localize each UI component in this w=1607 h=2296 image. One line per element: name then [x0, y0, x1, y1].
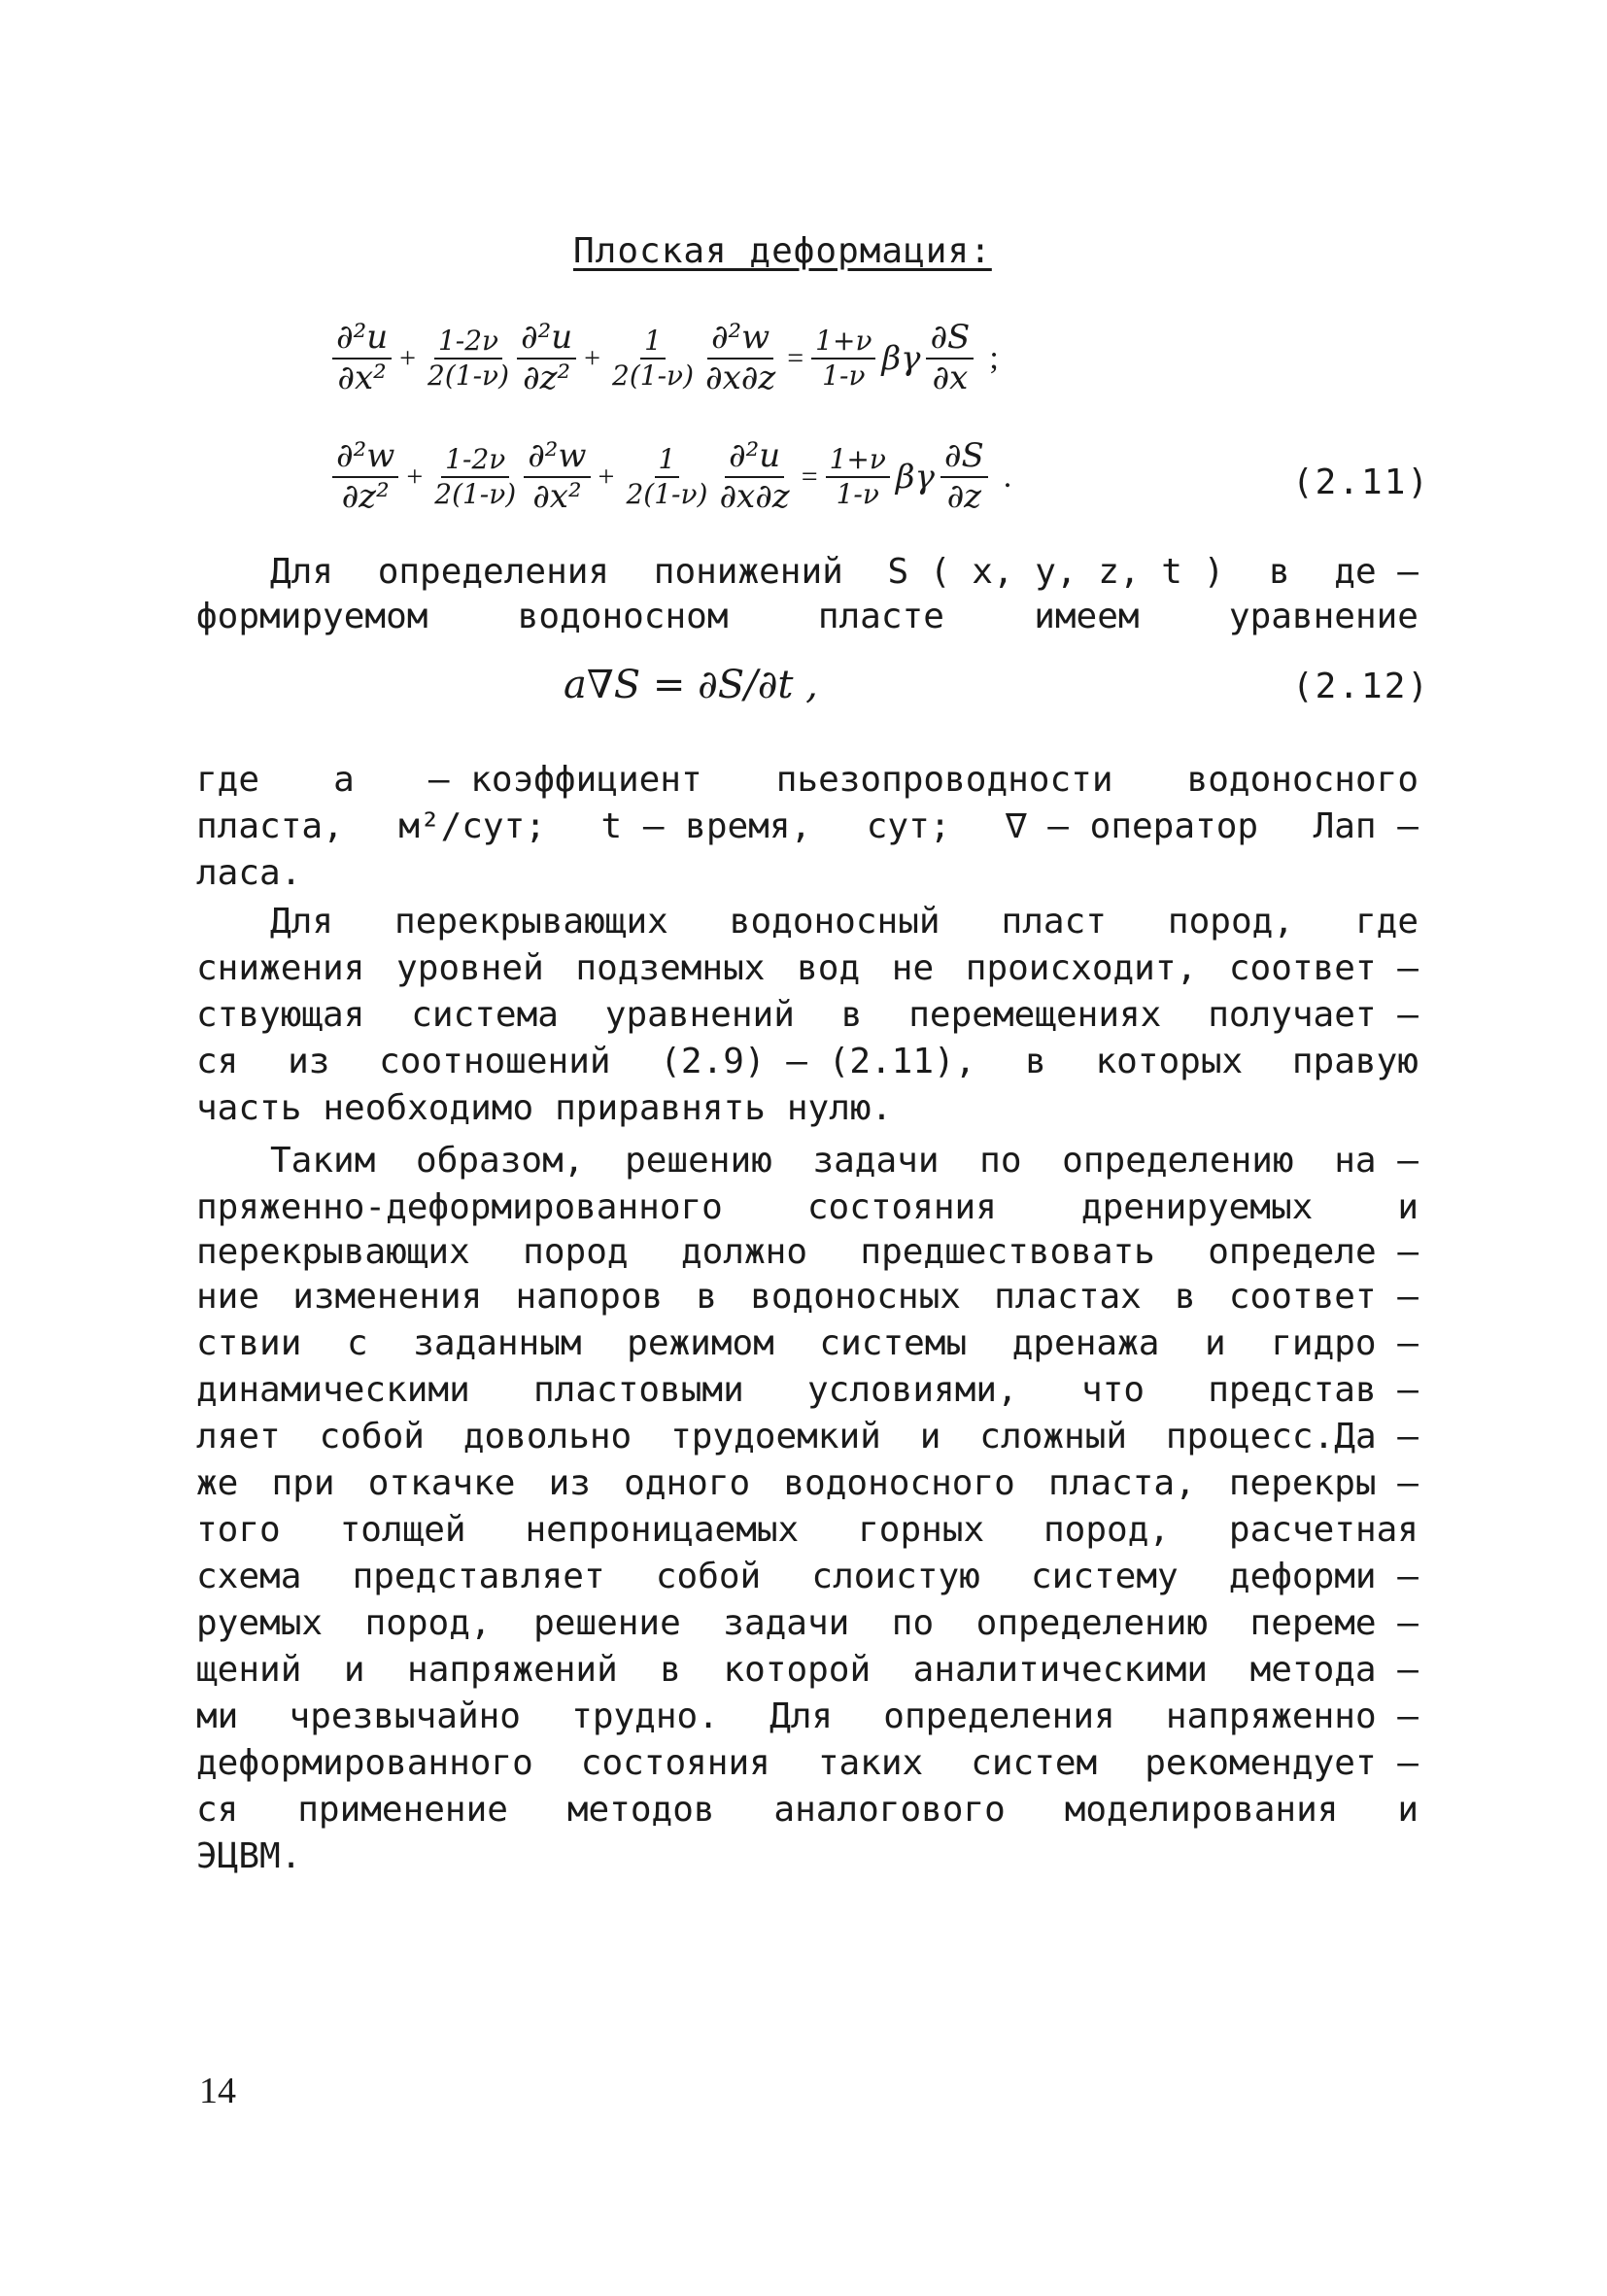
word: приравнять	[555, 1088, 766, 1128]
text-line	[196, 1555, 1419, 1599]
word: должно	[680, 1232, 807, 1272]
word: трудно.	[571, 1696, 719, 1736]
word: метода –	[1249, 1650, 1419, 1690]
word: ствии	[196, 1323, 302, 1363]
word: горных	[858, 1510, 985, 1550]
word: и	[1397, 1790, 1419, 1830]
word: таких	[817, 1743, 924, 1783]
word: необходимо	[323, 1088, 534, 1128]
word: определению	[1062, 1141, 1294, 1181]
fraction: $\frac{1}{2(1-\nu)}$	[612, 325, 694, 392]
word: систем	[971, 1743, 1098, 1783]
word: руемых	[196, 1603, 324, 1643]
word: водоносного	[783, 1463, 1015, 1503]
word: собой	[655, 1557, 762, 1596]
fraction: $\frac{\text{∂²u}}{\text{∂z²}}$	[517, 321, 576, 395]
word: (2.9) – (2.11),	[660, 1042, 976, 1081]
word: пласта,	[1047, 1463, 1196, 1503]
word: пород,	[1167, 902, 1294, 942]
word: которой	[723, 1650, 872, 1690]
word: пород,	[1043, 1510, 1171, 1550]
word: пород	[523, 1232, 629, 1272]
word: определения	[883, 1696, 1115, 1736]
word: в	[696, 1277, 718, 1317]
fraction: $\frac{\partial S}{\partial x}$	[926, 321, 974, 395]
word: происходит,	[965, 948, 1198, 988]
text-line	[196, 595, 1419, 639]
word: определе –	[1208, 1232, 1419, 1272]
word: режимом	[627, 1323, 774, 1363]
word: Для	[270, 902, 334, 942]
word: соответ –	[1228, 1277, 1419, 1317]
word: же	[196, 1463, 239, 1503]
word: определения	[377, 552, 610, 592]
word: сут;	[866, 806, 951, 846]
word: довольно	[462, 1417, 633, 1456]
word: откачке	[367, 1463, 516, 1503]
word: ЭЦВМ.	[196, 1836, 302, 1876]
word: соответ –	[1228, 948, 1419, 988]
word: ∇ – оператор	[1005, 806, 1259, 846]
word: и	[1204, 1323, 1226, 1363]
word: расчетная	[1228, 1510, 1419, 1550]
word: решению	[625, 1141, 772, 1181]
word: чрезвычайно	[289, 1696, 521, 1736]
word: дренажа	[1011, 1323, 1160, 1363]
word: вод	[797, 948, 861, 988]
word: предшествовать	[860, 1232, 1155, 1272]
equation-2-11-row-1: $\frac{\text{∂²u}}{\text{∂x²}}$ + $\frac{1-2\nu}{2(1-\nu)}$ $\frac{\text{∂²u}}{\text{∂z²}}$ + $\frac{1}{2(1-\nu)}$ $\frac{\text{∂²w}}{\partial x\partial z}$ = $\frac{1+\nu}{1-\nu}$ βγ $\frac{\partial S}{\partial x}$ ;	[330, 321, 999, 395]
word: где	[196, 760, 260, 800]
word: подземных	[575, 948, 766, 988]
word: S ( x, y, z, t )	[887, 552, 1225, 592]
word: соотношений	[379, 1042, 611, 1081]
fraction: $\frac{1-2\nu}{2(1-\nu)}$	[427, 325, 509, 392]
word: ся	[196, 1790, 239, 1830]
word: толщей	[339, 1510, 466, 1550]
word: ми	[196, 1696, 239, 1736]
word: уравнений	[604, 995, 795, 1035]
word: на –	[1334, 1141, 1419, 1181]
word: уравнение	[1228, 597, 1419, 636]
word: изменения	[292, 1277, 483, 1317]
text-line	[196, 1741, 1419, 1786]
word: которых	[1095, 1042, 1244, 1081]
word: водоносном	[517, 597, 729, 636]
word: водоносный	[729, 902, 940, 942]
word: ляет	[196, 1417, 281, 1456]
text-line	[196, 1086, 1419, 1131]
word: гидро –	[1271, 1323, 1419, 1363]
text-line	[196, 1834, 1419, 1879]
word: пласте	[817, 597, 944, 636]
word: систему	[1030, 1557, 1179, 1596]
word: где	[1354, 902, 1419, 942]
text-line	[196, 1601, 1419, 1646]
word: в	[1268, 552, 1290, 592]
word: задачи	[723, 1603, 850, 1643]
word: получает –	[1208, 995, 1419, 1035]
word: перемещениях	[908, 995, 1162, 1035]
word: представ –	[1208, 1370, 1419, 1410]
word: снижения	[196, 948, 365, 988]
word: пьезопроводности	[775, 760, 1113, 800]
word: часть	[196, 1088, 302, 1128]
fraction: $\frac{1+\nu}{1-\nu}$	[811, 326, 875, 390]
word: напряженно –	[1165, 1696, 1419, 1736]
word: что	[1080, 1370, 1145, 1410]
word: Таким	[270, 1141, 376, 1181]
word: дренируемых	[1080, 1187, 1314, 1227]
word: пластах	[994, 1277, 1142, 1317]
fraction: $\frac{\partial S}{\partial z}$	[940, 439, 988, 514]
word: в	[660, 1650, 681, 1690]
word: одного	[624, 1463, 751, 1503]
word: динамическими	[196, 1370, 470, 1410]
word: пород,	[364, 1603, 492, 1643]
text-line	[196, 1461, 1419, 1506]
word: a	[333, 760, 355, 800]
word: ласа.	[196, 853, 302, 893]
word: пласт	[1001, 902, 1107, 942]
word: перекры –	[1228, 1463, 1419, 1503]
word: в	[840, 995, 863, 1035]
text-line	[196, 1508, 1419, 1553]
text-line	[196, 1275, 1419, 1319]
word: определению	[975, 1603, 1209, 1643]
word: задачи	[812, 1141, 940, 1181]
word: Лап –	[1313, 806, 1419, 846]
text-line	[196, 1415, 1419, 1459]
word: состояния	[806, 1187, 997, 1227]
word: пряженно-деформированного	[196, 1187, 723, 1227]
section-heading: Плоская деформация:	[573, 231, 992, 271]
fraction: $\frac{\text{∂²w}}{\text{∂x²}}$	[524, 439, 590, 514]
word: ние	[196, 1277, 260, 1317]
word: сложный	[979, 1417, 1127, 1456]
word: трудоемкий	[670, 1417, 881, 1456]
word: слоистую	[811, 1557, 980, 1596]
text-line	[196, 1185, 1419, 1230]
word: и	[919, 1417, 941, 1456]
word: решение	[533, 1603, 681, 1643]
word: не	[891, 948, 935, 988]
word: в	[1175, 1277, 1196, 1317]
word: щений	[196, 1650, 302, 1690]
word: Для	[769, 1696, 834, 1736]
word: по	[891, 1603, 935, 1643]
text-line	[196, 1695, 1419, 1739]
fraction: $\frac{1-2\nu}{2(1-\nu)}$	[434, 443, 517, 510]
word: напоров	[515, 1277, 664, 1317]
word: пластовыми	[533, 1370, 744, 1410]
fraction: $\frac{\text{∂²w}}{\partial x\partial z}$	[705, 318, 776, 397]
beta-gamma: βγ	[895, 457, 935, 497]
word: из	[288, 1042, 330, 1081]
word: перекрывающих	[196, 1232, 470, 1272]
word: понижений	[653, 552, 843, 592]
word: методов	[566, 1790, 715, 1830]
word: водоносных	[750, 1277, 961, 1317]
text-line	[196, 758, 1419, 803]
word: перекрывающих	[394, 902, 668, 942]
word: t – время,	[600, 806, 812, 846]
text-line	[196, 1321, 1419, 1366]
word: по	[979, 1141, 1022, 1181]
word: деформи –	[1228, 1557, 1419, 1596]
text-line	[196, 1368, 1419, 1413]
word: водоносного	[1186, 760, 1419, 800]
text-line	[196, 1230, 1419, 1275]
word: ствующая	[196, 995, 365, 1035]
text-line	[196, 1040, 1419, 1084]
word: условиями,	[806, 1370, 1018, 1410]
word: аналитическими	[912, 1650, 1209, 1690]
text-line	[270, 550, 1419, 595]
word: образом,	[416, 1141, 585, 1181]
word: и	[1397, 1187, 1419, 1227]
text-line	[196, 946, 1419, 991]
word: собой	[319, 1417, 425, 1456]
equation-2-11-row-2: $\frac{\text{∂²w}}{\text{∂z²}}$ + $\frac{1-2\nu}{2(1-\nu)}$ $\frac{\text{∂²w}}{\text{∂x²}}$ + $\frac{1}{2(1-\nu)}$ $\frac{\text{∂²u}}{\partial x\partial z}$ = $\frac{1+\nu}{1-\nu}$ βγ $\frac{\partial S}{\partial z}$ .	[330, 439, 1011, 514]
word: Для	[270, 552, 334, 592]
word: моделирования	[1064, 1790, 1339, 1830]
text-line	[196, 1788, 1419, 1833]
word: м²/сут;	[398, 806, 546, 846]
fraction: $\frac{1}{2(1-\nu)}$	[626, 443, 708, 510]
word: системы	[819, 1323, 968, 1363]
fraction: $\frac{1+\nu}{1-\nu}$	[826, 445, 890, 508]
word: формируемом	[196, 597, 428, 636]
page-number: 14	[199, 2071, 236, 2111]
word: представляет	[352, 1557, 605, 1596]
word: с	[346, 1323, 368, 1363]
word: – коэффициент	[427, 760, 702, 800]
text-line	[196, 851, 1419, 896]
word: имеем	[1034, 597, 1140, 636]
beta-gamma: βγ	[881, 338, 921, 378]
word: аналогового	[773, 1790, 1006, 1830]
word: ся	[196, 1042, 239, 1081]
word: система	[411, 995, 559, 1035]
word: правую	[1291, 1042, 1419, 1081]
equation-number-2-12: (2.12)	[1292, 667, 1431, 706]
word: в	[1025, 1042, 1046, 1081]
word: переме –	[1249, 1603, 1419, 1643]
word: состояния	[580, 1743, 770, 1783]
word: нулю.	[786, 1088, 893, 1128]
fraction: $\frac{\text{∂²w}}{\text{∂z²}}$	[332, 439, 398, 514]
word: уровней	[396, 948, 544, 988]
word: деформированного	[196, 1743, 533, 1783]
word: процесс.Да –	[1165, 1417, 1419, 1456]
word: того	[196, 1510, 281, 1550]
word: применение	[297, 1790, 508, 1830]
word: напряжений	[407, 1650, 618, 1690]
word: схема	[196, 1557, 302, 1596]
text-line	[196, 1648, 1419, 1693]
text-line	[270, 1139, 1419, 1183]
word: рекомендует –	[1145, 1743, 1419, 1783]
text-line	[196, 993, 1419, 1038]
text-line	[270, 900, 1419, 944]
equation-2-12: a∇S = ∂S/∂t ,	[564, 663, 818, 707]
word: и	[343, 1650, 365, 1690]
equation-number-2-11: (2.11)	[1292, 463, 1431, 502]
text-line	[196, 805, 1419, 849]
word: де –	[1334, 552, 1419, 592]
fraction: $\frac{\text{∂²u}}{\text{∂x²}}$	[332, 321, 392, 395]
fraction: $\frac{\text{∂²u}}{\partial x\partial z}$	[719, 436, 790, 516]
word: при	[271, 1463, 335, 1503]
word: из	[548, 1463, 591, 1503]
word: заданным	[413, 1323, 582, 1363]
word: пласта,	[196, 806, 344, 846]
word: непроницаемых	[525, 1510, 800, 1550]
